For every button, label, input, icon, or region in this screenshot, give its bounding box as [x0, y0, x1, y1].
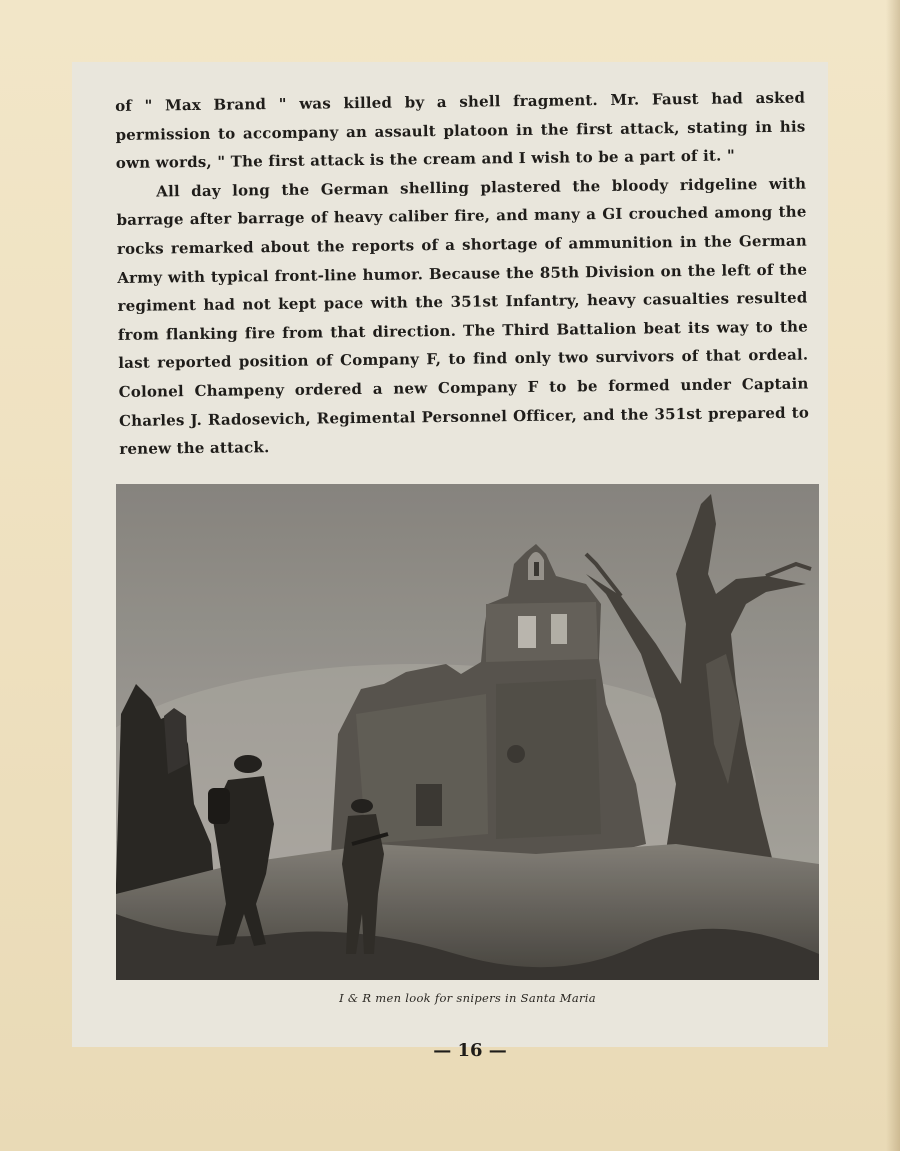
page-edge-shadow	[886, 0, 900, 1151]
page-number: — 16 —	[433, 1040, 507, 1061]
paragraph-1: of " Max Brand " was killed by a shell fragment. Mr. Faust had asked permission to accompany an assault platoon in the first attack, stating in his own words, " The first attack is the cream and I wish to be a part of it. "	[115, 88, 806, 173]
photo-caption: I & R men look for snipers in Santa Maria	[339, 991, 596, 1005]
paragraph-2: All day long the German shelling plastered the bloody ridgeline with barrage after barrage of heavy caliber fire, and many a GI crouched among the rocks remarked about the reports of a shortage of ammunition in the German Army with typical front-line humor. Because the 85th Division on the left of the regiment had not kept pace with the 351st Infantry, heavy casualties resulted from flanking fire from that direction. The Third Battalion beat its way to the last reported position of Company F, to find only two survivors of that ordeal. Colonel Champeny ordered a new Company F to be formed under Captain Charles J. Radosevich, Regimental Personnel Officer, and the 351st prepared to renew the attack.	[116, 174, 810, 459]
photo-illustration	[116, 484, 819, 980]
body-text	[115, 84, 809, 464]
photograph	[116, 484, 819, 980]
